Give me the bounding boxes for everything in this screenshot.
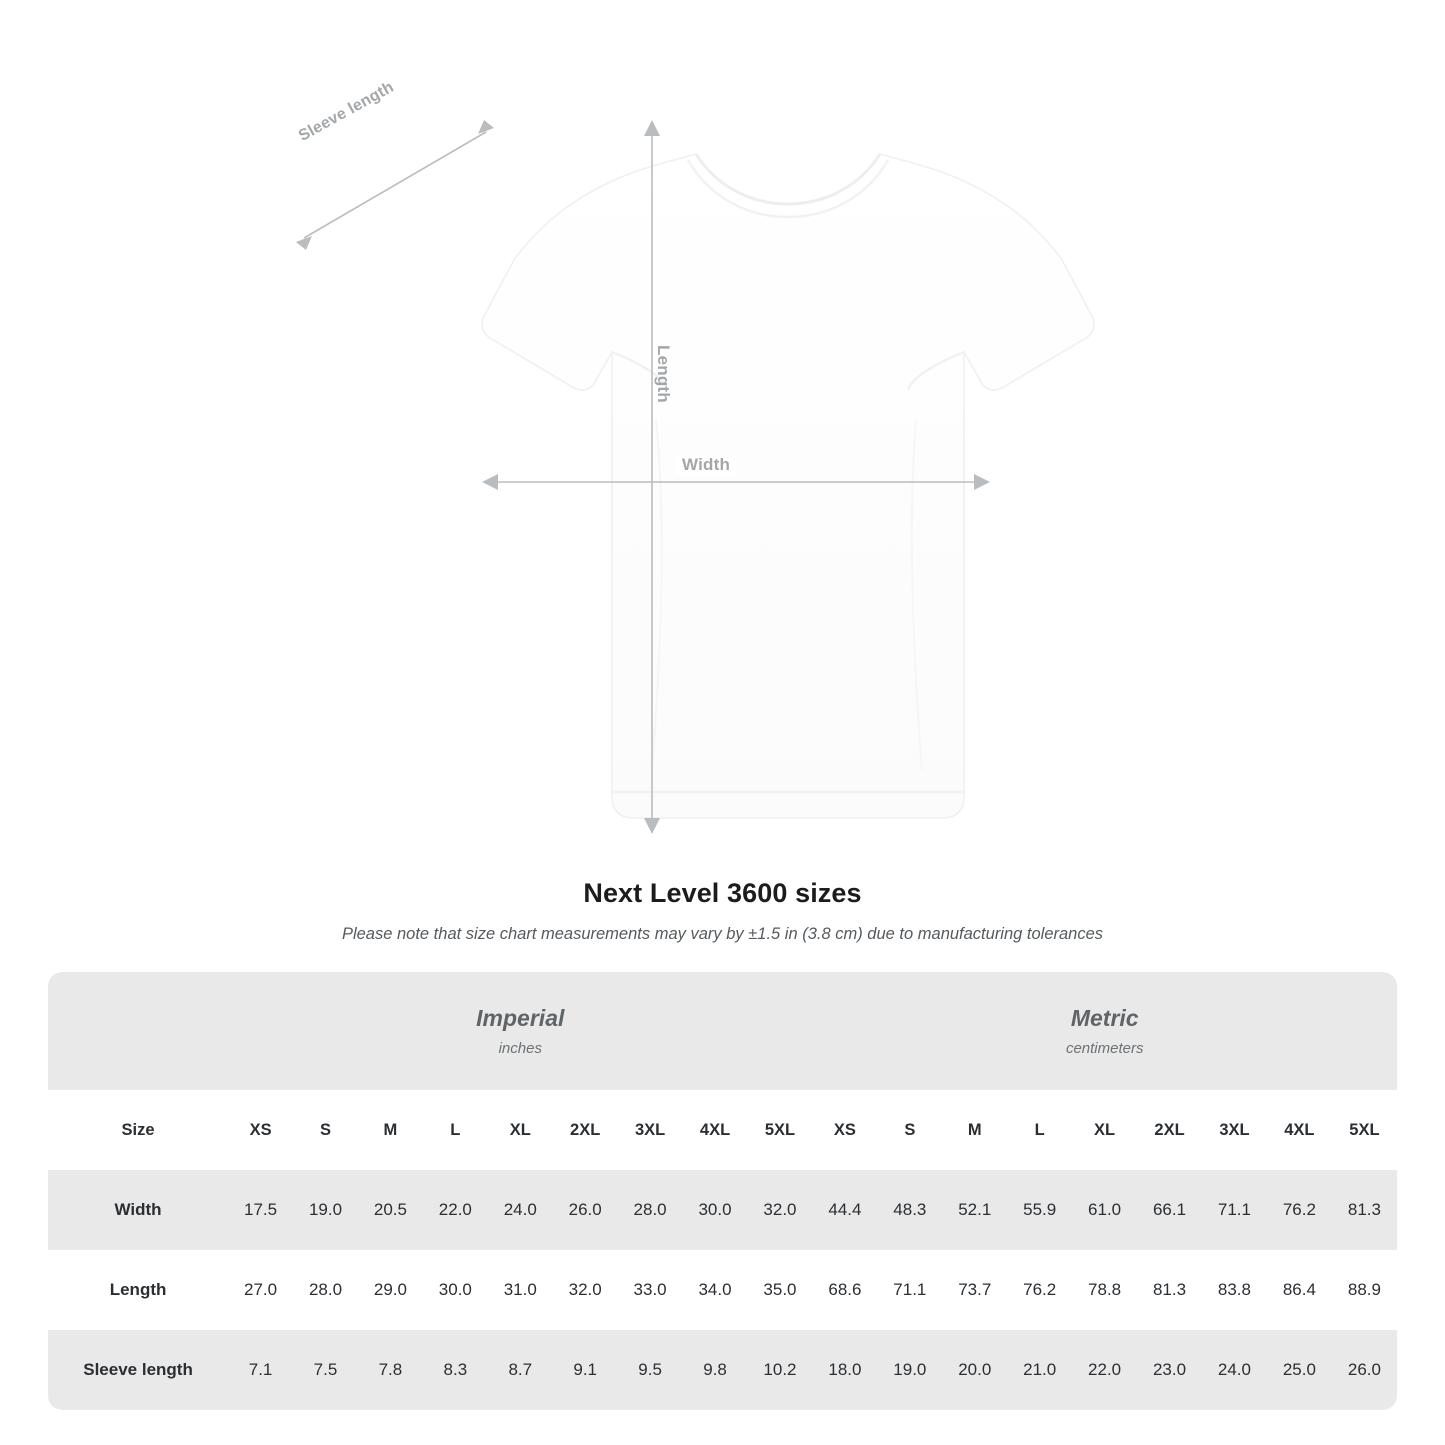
cell-width-metric-3xl: 71.1	[1202, 1170, 1267, 1250]
table-row	[48, 1170, 1397, 1250]
size-header-imperial-xs: XS	[228, 1090, 293, 1170]
row-label-length: Length	[48, 1250, 228, 1330]
cell-width-metric-m: 52.1	[942, 1170, 1007, 1250]
cell-length-metric-xs: 68.6	[812, 1250, 877, 1330]
size-header-imperial-m: M	[358, 1090, 423, 1170]
size-header-imperial-5xl: 5XL	[747, 1090, 812, 1170]
cell-sleeve-imperial-4xl: 9.8	[683, 1330, 748, 1410]
unit-metric-name: Metric	[1070, 1005, 1139, 1032]
cell-length-imperial-s: 28.0	[293, 1250, 358, 1330]
tshirt-graphic	[296, 120, 1156, 835]
cell-sleeve-imperial-s: 7.5	[293, 1330, 358, 1410]
cell-length-metric-2xl: 81.3	[1137, 1250, 1202, 1330]
cell-width-metric-xl: 61.0	[1072, 1170, 1137, 1250]
width-label: Width	[676, 455, 736, 475]
cell-width-metric-5xl: 81.3	[1332, 1170, 1397, 1250]
size-header-metric-3xl: 3XL	[1202, 1090, 1267, 1170]
size-header-imperial-2xl: 2XL	[553, 1090, 618, 1170]
unit-metric-sub: centimeters	[1065, 1039, 1144, 1057]
size-header-metric-s: S	[877, 1090, 942, 1170]
cell-width-metric-xs: 44.4	[812, 1170, 877, 1250]
page-title: Next Level 3600 sizes	[583, 878, 862, 908]
cell-length-imperial-5xl: 35.0	[747, 1250, 812, 1330]
size-header-imperial-4xl: 4XL	[683, 1090, 748, 1170]
cell-length-imperial-3xl: 33.0	[618, 1250, 683, 1330]
size-table	[48, 972, 1397, 1410]
unit-imperial-sub: inches	[498, 1039, 542, 1057]
size-header-metric-xl: XL	[1072, 1090, 1137, 1170]
cell-width-imperial-2xl: 26.0	[553, 1170, 618, 1250]
table-row	[48, 1330, 1397, 1410]
size-header-metric-xs: XS	[812, 1090, 877, 1170]
cell-sleeve-metric-5xl: 26.0	[1332, 1330, 1397, 1410]
size-header-label: Size	[48, 1090, 228, 1170]
sleeve-length-label: Sleeve length	[296, 78, 397, 145]
size-header-metric-2xl: 2XL	[1137, 1090, 1202, 1170]
cell-sleeve-imperial-5xl: 10.2	[747, 1330, 812, 1410]
unit-metric	[812, 972, 1397, 1090]
unit-header-row	[48, 972, 1397, 1090]
cell-sleeve-metric-xs: 18.0	[812, 1330, 877, 1410]
cell-sleeve-metric-xl: 22.0	[1072, 1330, 1137, 1410]
cell-length-imperial-4xl: 34.0	[683, 1250, 748, 1330]
cell-length-metric-4xl: 86.4	[1267, 1250, 1332, 1330]
unit-row-corner	[48, 972, 228, 1090]
cell-sleeve-metric-l: 21.0	[1007, 1330, 1072, 1410]
length-label: Length	[654, 345, 673, 403]
cell-sleeve-imperial-m: 7.8	[358, 1330, 423, 1410]
cell-length-imperial-m: 29.0	[358, 1250, 423, 1330]
cell-width-imperial-4xl: 30.0	[683, 1170, 748, 1250]
cell-length-imperial-2xl: 32.0	[553, 1250, 618, 1330]
size-header-imperial-s: S	[293, 1090, 358, 1170]
cell-width-metric-l: 55.9	[1007, 1170, 1072, 1250]
cell-width-metric-2xl: 66.1	[1137, 1170, 1202, 1250]
row-label-width: Width	[48, 1170, 228, 1250]
tshirt-icon	[296, 120, 1156, 835]
size-header-imperial-l: L	[423, 1090, 488, 1170]
cell-sleeve-imperial-l: 8.3	[423, 1330, 488, 1410]
size-header-imperial-3xl: 3XL	[618, 1090, 683, 1170]
cell-length-metric-s: 71.1	[877, 1250, 942, 1330]
table-row	[48, 1250, 1397, 1330]
cell-width-metric-s: 48.3	[877, 1170, 942, 1250]
cell-width-imperial-xl: 24.0	[488, 1170, 553, 1250]
tolerance-note: Please note that size chart measurements may vary by ±1.5 in (3.8 cm) due to manufacturing tolerances	[341, 925, 1104, 943]
row-label-sleeve-length: Sleeve length	[48, 1330, 228, 1410]
cell-width-metric-4xl: 76.2	[1267, 1170, 1332, 1250]
cell-sleeve-metric-4xl: 25.0	[1267, 1330, 1332, 1410]
cell-width-imperial-s: 19.0	[293, 1170, 358, 1250]
title-block	[0, 878, 1445, 944]
cell-sleeve-metric-m: 20.0	[942, 1330, 1007, 1410]
cell-length-metric-m: 73.7	[942, 1250, 1007, 1330]
cell-length-imperial-xs: 27.0	[228, 1250, 293, 1330]
cell-length-imperial-xl: 31.0	[488, 1250, 553, 1330]
size-table-wrapper	[48, 972, 1397, 1410]
cell-sleeve-metric-s: 19.0	[877, 1330, 942, 1410]
cell-sleeve-imperial-3xl: 9.5	[618, 1330, 683, 1410]
cell-length-imperial-l: 30.0	[423, 1250, 488, 1330]
size-header-metric-4xl: 4XL	[1267, 1090, 1332, 1170]
size-header-metric-l: L	[1007, 1090, 1072, 1170]
unit-imperial-name: Imperial	[476, 1005, 565, 1032]
cell-length-metric-3xl: 83.8	[1202, 1250, 1267, 1330]
cell-sleeve-metric-2xl: 23.0	[1137, 1330, 1202, 1410]
cell-sleeve-metric-3xl: 24.0	[1202, 1330, 1267, 1410]
cell-sleeve-imperial-2xl: 9.1	[553, 1330, 618, 1410]
unit-imperial	[228, 972, 812, 1090]
cell-sleeve-imperial-xs: 7.1	[228, 1330, 293, 1410]
cell-width-imperial-m: 20.5	[358, 1170, 423, 1250]
cell-sleeve-imperial-xl: 8.7	[488, 1330, 553, 1410]
size-header-metric-m: M	[942, 1090, 1007, 1170]
cell-length-metric-5xl: 88.9	[1332, 1250, 1397, 1330]
cell-length-metric-xl: 78.8	[1072, 1250, 1137, 1330]
size-header-imperial-xl: XL	[488, 1090, 553, 1170]
cell-width-imperial-5xl: 32.0	[747, 1170, 812, 1250]
size-header-row	[48, 1090, 1397, 1170]
cell-length-metric-l: 76.2	[1007, 1250, 1072, 1330]
cell-width-imperial-l: 22.0	[423, 1170, 488, 1250]
size-header-metric-5xl: 5XL	[1332, 1090, 1397, 1170]
cell-width-imperial-3xl: 28.0	[618, 1170, 683, 1250]
cell-width-imperial-xs: 17.5	[228, 1170, 293, 1250]
